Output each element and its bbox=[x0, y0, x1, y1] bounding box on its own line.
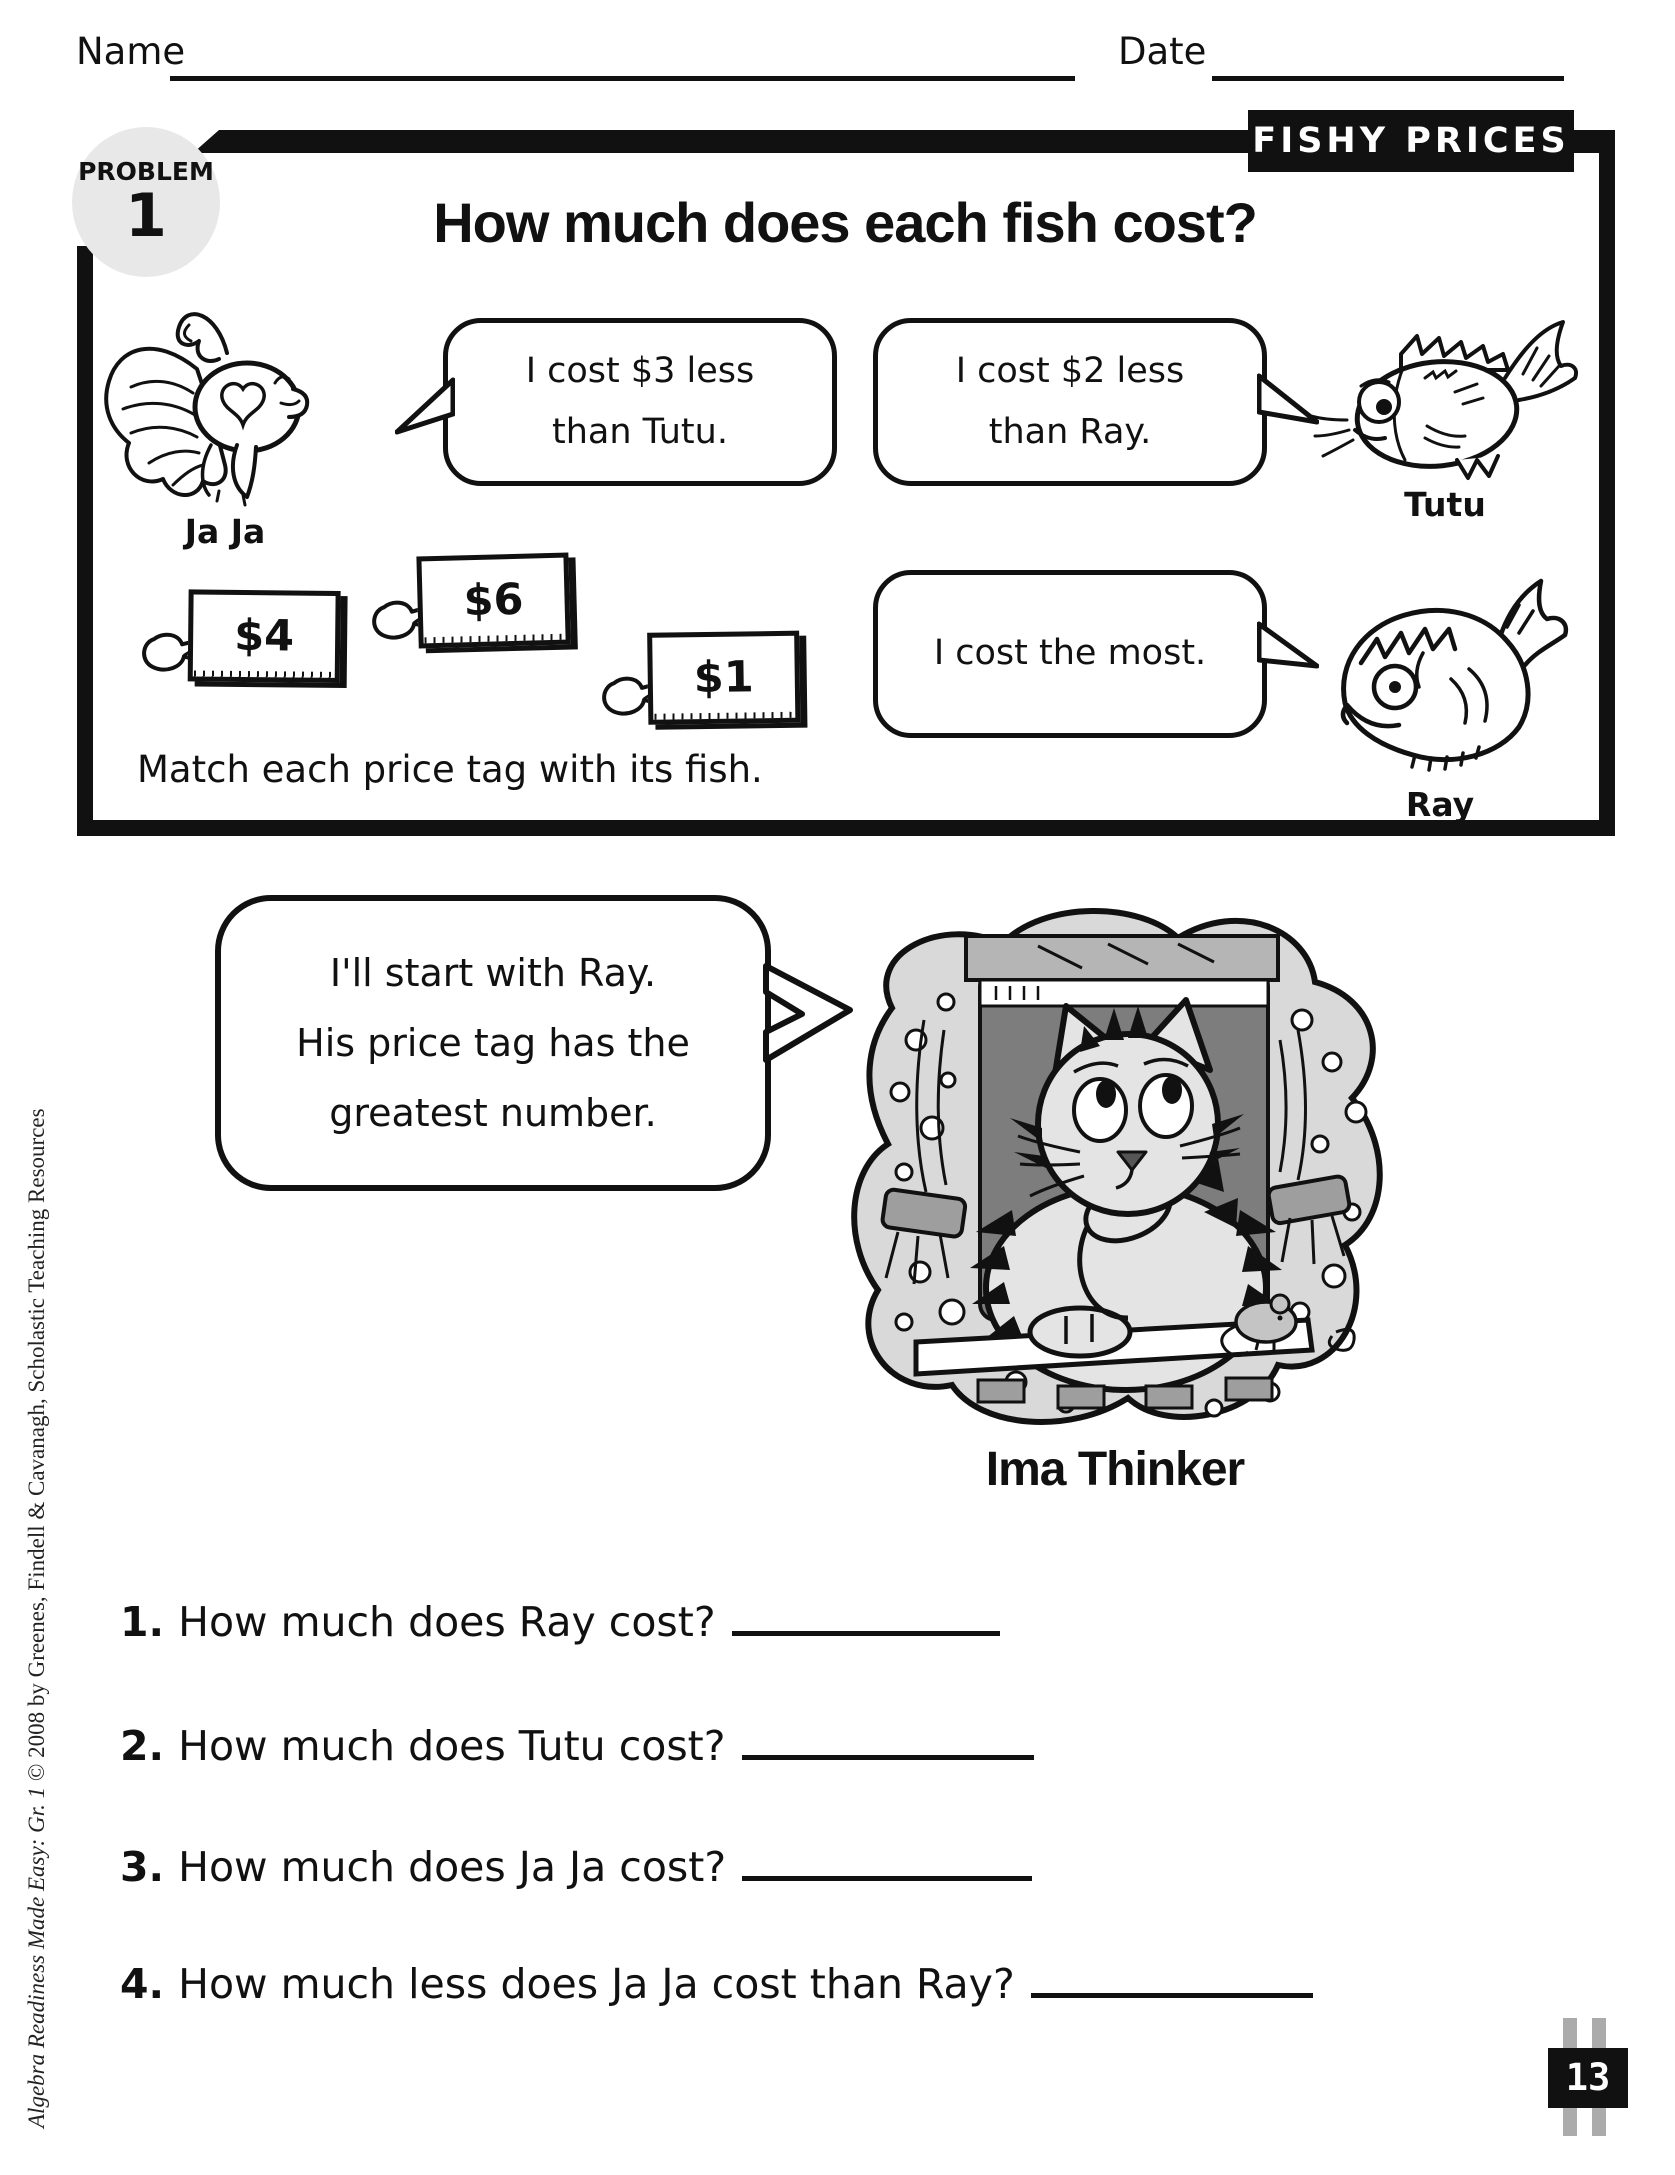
question-3 bbox=[120, 1843, 1032, 1891]
question-number: 3. bbox=[120, 1843, 165, 1891]
thinker-line3: greatest number. bbox=[329, 1091, 657, 1136]
problem-badge bbox=[72, 127, 220, 277]
ray-fish-illustration bbox=[1297, 555, 1587, 785]
question-number: 4. bbox=[120, 1960, 165, 2008]
question-text: How much does Ja Ja cost? bbox=[178, 1843, 727, 1891]
question-text: How much less does Ja Ja cost than Ray? bbox=[178, 1960, 1015, 2008]
thinker-line1: I'll start with Ray. bbox=[329, 950, 657, 995]
ray-bubble-tail bbox=[1257, 618, 1319, 682]
jaja-speech-bubble bbox=[443, 318, 837, 486]
ima-thinker-illustration bbox=[828, 880, 1403, 1440]
question-number: 1. bbox=[120, 1598, 165, 1646]
problem-badge-label: PROBLEM bbox=[78, 157, 214, 186]
tutu-speech-bubble bbox=[873, 318, 1267, 486]
answer-blank-3[interactable] bbox=[742, 1871, 1032, 1881]
question-1 bbox=[120, 1598, 1000, 1646]
answer-blank-4[interactable] bbox=[1031, 1988, 1313, 1998]
tutu-fish-illustration bbox=[1305, 300, 1583, 505]
tutu-speech-line1: I cost $2 less bbox=[955, 350, 1185, 391]
price-tag-value: $6 bbox=[416, 553, 570, 649]
jaja-speech-line1: I cost $3 less bbox=[525, 350, 755, 391]
thinker-speech-bubble bbox=[215, 895, 771, 1191]
credit-publisher: © 2008 by Greenes, Findell & Cavanagh, Scholastic Teaching Resources bbox=[24, 1108, 49, 1787]
thinker-bubble-tail bbox=[762, 962, 854, 1066]
problem-title: How much does each fish cost? bbox=[433, 191, 1257, 254]
box-border-left bbox=[77, 246, 93, 836]
price-tag-value: $4 bbox=[188, 589, 341, 683]
thinker-caption: Ima Thinker bbox=[985, 1443, 1245, 1496]
date-label: Date bbox=[1118, 30, 1207, 73]
page-number: 13 bbox=[1548, 2048, 1628, 2108]
tutu-speech-line2: than Ray. bbox=[988, 412, 1152, 452]
tutu-bubble-tail bbox=[1257, 370, 1319, 436]
answer-blank-1[interactable] bbox=[732, 1626, 1000, 1636]
question-2 bbox=[120, 1722, 1034, 1770]
jaja-fish-label: Ja Ja bbox=[184, 512, 266, 551]
tutu-fish-label: Tutu bbox=[1404, 485, 1486, 524]
jaja-speech-line2: than Tutu. bbox=[552, 412, 728, 452]
worksheet-title-banner: FISHY PRICES bbox=[1248, 110, 1574, 172]
copyright-credit bbox=[24, 1108, 50, 2128]
cat-in-window-icon bbox=[828, 880, 1403, 1440]
question-number: 2. bbox=[120, 1722, 165, 1770]
price-tag-6[interactable] bbox=[366, 552, 584, 683]
jaja-bubble-tail bbox=[395, 374, 455, 440]
credit-series-title: Algebra Readiness Made Easy: Gr. 1 bbox=[24, 1786, 49, 2128]
name-label: Name bbox=[76, 30, 186, 73]
thinker-line2: His price tag has the bbox=[296, 1020, 690, 1065]
date-input-line[interactable] bbox=[1212, 76, 1564, 81]
price-tag-4[interactable] bbox=[137, 589, 353, 716]
question-text: How much does Ray cost? bbox=[178, 1598, 716, 1646]
problem-badge-number: 1 bbox=[125, 181, 167, 251]
ray-speech-line1: I cost the most. bbox=[933, 633, 1207, 674]
match-instruction: Match each price tag with its fish. bbox=[137, 748, 763, 791]
ray-speech-bubble bbox=[873, 570, 1267, 738]
jaja-fish-illustration bbox=[93, 295, 341, 513]
price-tag-value: $1 bbox=[647, 631, 800, 725]
answer-blank-2[interactable] bbox=[742, 1750, 1034, 1760]
question-4 bbox=[120, 1960, 1313, 2008]
problem-box bbox=[75, 121, 1615, 836]
name-input-line[interactable] bbox=[170, 76, 1075, 81]
price-tag-1[interactable] bbox=[597, 631, 814, 759]
ray-fish-label: Ray bbox=[1405, 785, 1475, 824]
question-text: How much does Tutu cost? bbox=[178, 1722, 726, 1770]
